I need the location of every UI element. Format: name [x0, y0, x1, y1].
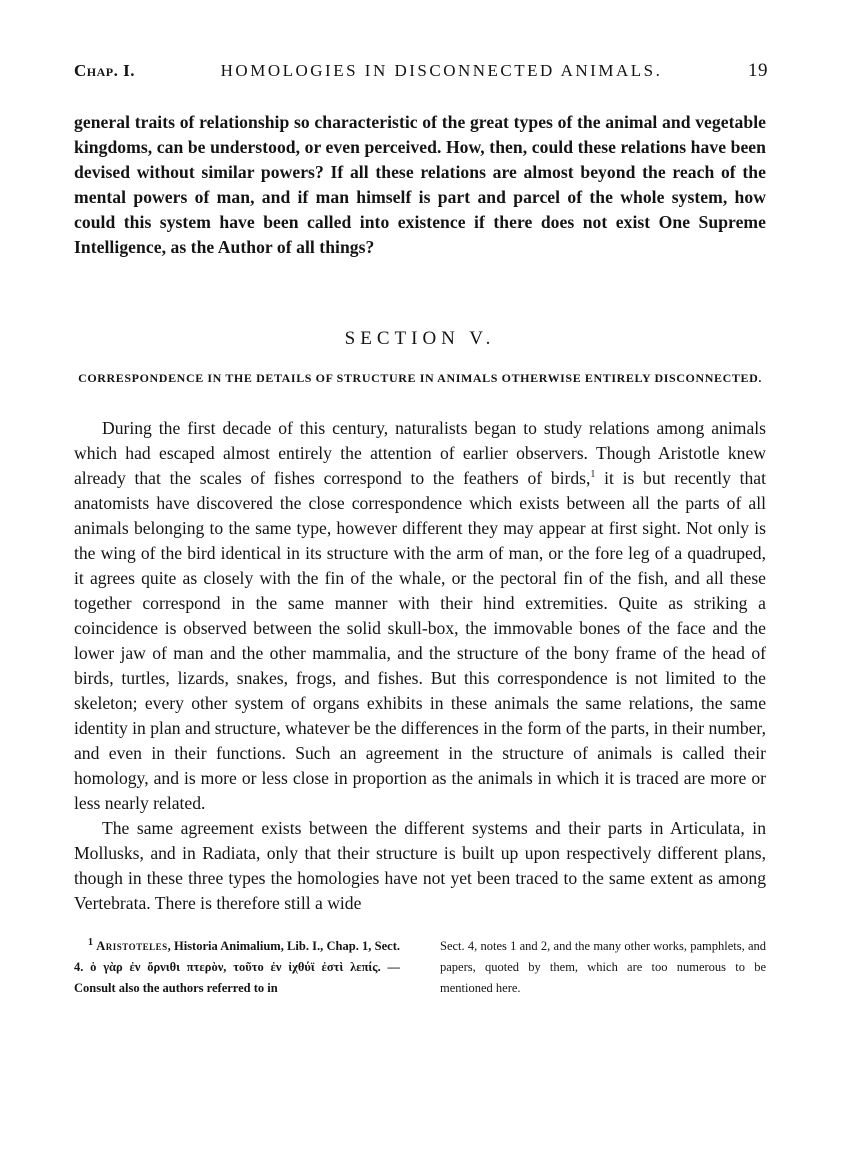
- footnote-column-2: Sect. 4, notes 1 and 2, and the many other works, pamphlets, and papers, quoted by them, which are too numerous to be mentioned here.: [440, 939, 766, 995]
- section-paragraph-2: The same agreement exists between the different systems and their parts in Articulata, in Mollusks, and in Radiata, only that their structure is built up upon respectively different plans, though in these three types the homologies have not yet been traced to the same extent as among Vertebrata. There is therefore still a wide: [74, 818, 766, 913]
- chapter-label: Chap. I.: [74, 61, 135, 80]
- section-paragraph-1: [74, 416, 766, 816]
- running-head: [74, 60, 766, 82]
- running-title: HOMOLOGIES IN DISCONNECTED ANIMALS.: [220, 61, 663, 80]
- book-page: [74, 60, 766, 999]
- footnote-marker: 1: [88, 936, 93, 948]
- page-number: 19: [748, 60, 768, 81]
- footnote-text-1: , Historia Animalium, Lib. I., Chap. 1, Sect. 4. ὁ γὰρ ἐν ὄρνιθι πτερὸν, τοῦτο ἐν ἰχθύϊ ἐστὶ λεπίς. — Consult also the authors referred to in: [74, 939, 401, 995]
- paragraph-1-text-b: it is but recently that anatomists have discovered the close correspondence which exists between all the parts of all animals belonging to the same type, however different they may appear at first sight. Not only is the wing of the bird identical in its structure with the arm of man, or the fore leg of a quadruped, it agrees quite as closely with the fin of the whale, or the pectoral fin of the fish, and all these together correspond in the same manner with their hind extremities. Quite as striking a coincidence is observed between the solid skull-box, the immovable bones of the face and the lower jaw of man and the other mammalia, and the structure of the bony frame of the head of birds, turtles, lizards, snakes, frogs, and fishes. But this correspondence is not limited to the skeleton; every other system of organs exhibits in these animals the same relations, the same identity in plan and structure, whatever be the differences in the form of the parts, in their number, and even in their functions. Such an agreement in the structure of animals is called their homology, and is more or less close in proportion as the animals in which it is traced are more or less nearly related.: [74, 468, 766, 813]
- continued-paragraph: general traits of relationship so characteristic of the great types of the animal and vegetable kingdoms, can be understood, or even perceived. How, then, could these relations have been devised without similar powers? If all these relations are almost beyond the reach of the mental powers of man, and if man himself is part and parcel of the whole system, how could this system have been called into existence if there does not exist One Supreme Intelligence, as the Author of all things?: [74, 112, 766, 257]
- footnote-column-1: [74, 936, 400, 999]
- footnotes: [74, 936, 766, 999]
- footnote-author: Aristoteles: [96, 939, 168, 953]
- section-subheading: CORRESPONDENCE IN THE DETAILS OF STRUCTURE IN ANIMALS OTHERWISE ENTIRELY DISCONNECTED.: [78, 371, 762, 385]
- paragraph-1-text-a: During the first decade of this century, naturalists began to study relations among animals which had escaped almost entirely the attention of earlier observers. Though Aristotle knew already that the scales of fishes correspond to the feathers of birds,: [74, 418, 766, 488]
- section-heading: SECTION V.: [344, 328, 496, 349]
- footnote-reference[interactable]: 1: [590, 469, 596, 481]
